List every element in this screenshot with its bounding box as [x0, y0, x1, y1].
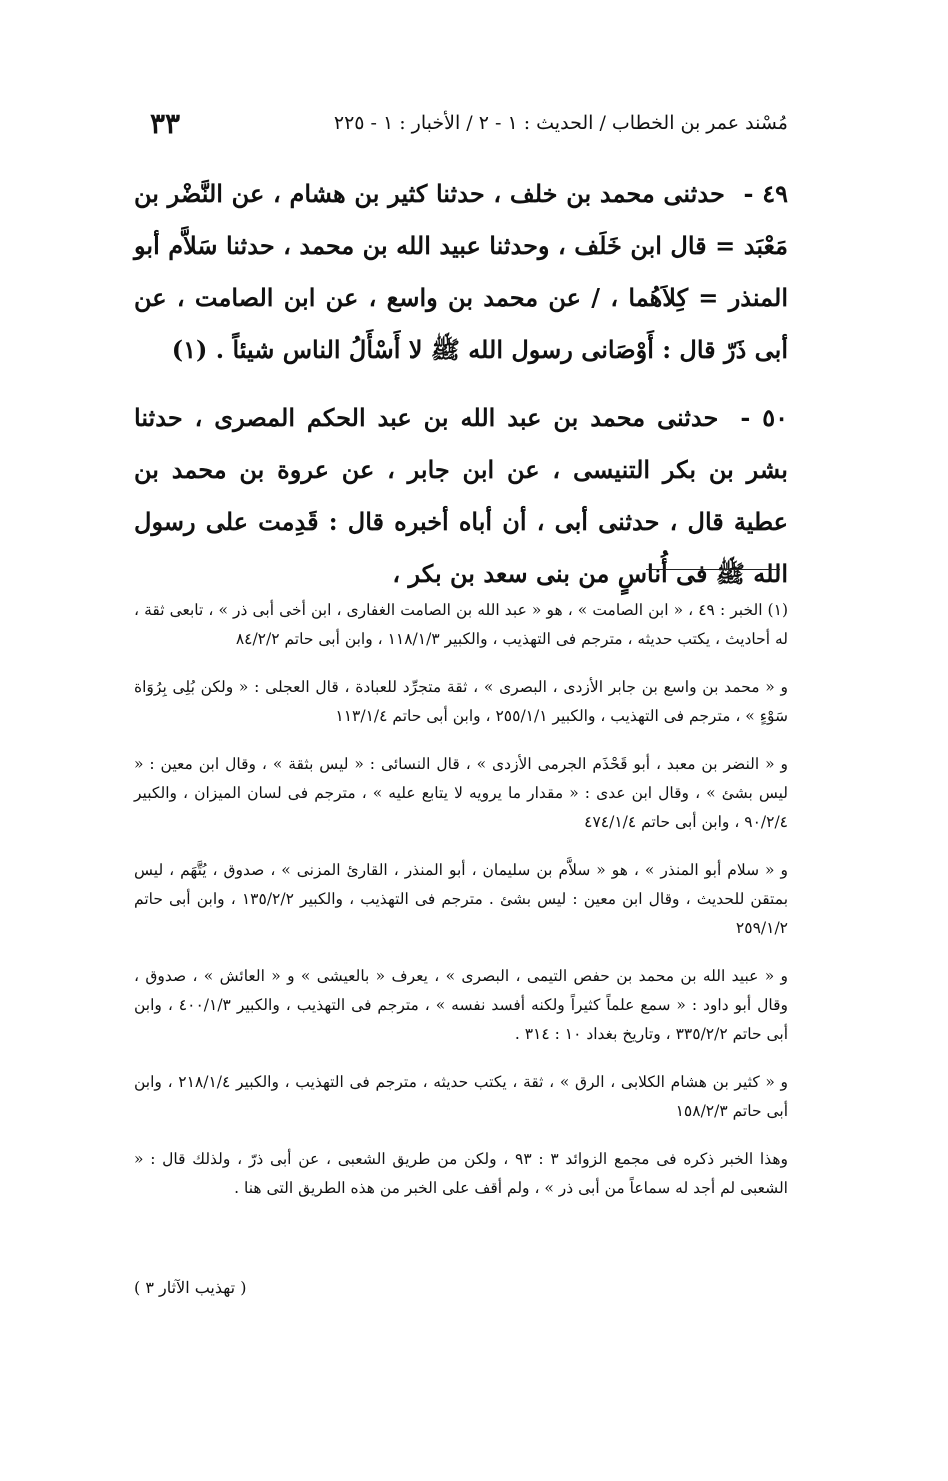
volume-marker: ( تهذيب الآثار ٣ )	[134, 1278, 247, 1297]
footnote: (١) الخبر : ٤٩ ، « ابن الصامت » ، هو « عبد الله بن الصامت الغفارى ، ابن أخى أبى ذر » ، تابعى ثقة ، له أحاديث ، يكتب حديثه ، مترجم فى التهذيب ، والكبير ١١٨/١/٣ ، وابن أبى حاتم ٨٤/٢/٢	[134, 601, 788, 648]
hadith-text: حدثنى محمد بن خلف ، حدثنا كثير بن هشام ، عن النَّضْر بن مَعْبَد = قال ابن خَلَف ، وحدثنا عبيد الله بن محمد ، حدثنا سَلاَّم أبو المنذر = كِلاَهُما ، / عن محمد بن واسع ، عن ابن الصامت ، عن أبى ذَرّ قال : أَوْصَانى رسول الله ﷺ لا أَسْأَلُ الناس شيئاً . (١)	[134, 179, 788, 364]
footnote: و « كثير بن هشام الكلابى ، الرق » ، ثقة ، يكتب حديثه ، مترجم فى التهذيب ، والكبير ٢١٨/١/٤ ، وابن أبى حاتم ١٥٨/٢/٣	[134, 1073, 789, 1120]
footnote: و « عبيد الله بن محمد بن حفص التيمى ، البصرى » ، يعرف « بالعيشى » و « العائش » ، صدوق ، وقال أبو داود : « سمع علماً كثيراً ولكنه أفسد نفسه » ، مترجم فى التهذيب ، والكبير ٤٠٠/١/٣ ، وابن أبى حاتم ٣٣٥/٢/٢ ، وتاريخ بغداد ١٠ : ٣١٤ .	[134, 967, 788, 1043]
page-header	[150, 106, 788, 140]
footnote-separator	[646, 569, 780, 570]
footnote: وهذا الخبر ذكره فى مجمع الزوائد ٣ : ٩٣ ، ولكن من طريق الشعبى ، عن أبى ذرّ ، ولذلك قال : « الشعبى لم أجد له سماعاً من أبى ذر » ، ولم أقف على الخبر من هذه الطريق التى هنا .	[134, 1150, 788, 1197]
main-text	[134, 168, 788, 616]
footnote: و « النضر بن معبد ، أبو قَحْذَم الجرمى الأزدى » ، قال النسائى : « ليس بثقة » ، وقال ابن معين : « ليس بشئ » ، وقال ابن عدى : « مقدار ما يرويه لا يتابع عليه » ، مترجم فى لسان الميزان ، والكبير ٩٠/٢/٤ ، وابن أبى حاتم ٤٧٤/١/٤	[134, 755, 788, 831]
page-number: ٣٣	[150, 106, 181, 140]
running-title: مُسْند عمر بن الخطاب / الحديث : ١ - ٢ / الأخبار : ١ - ٢٢٥	[333, 112, 788, 134]
hadith-49	[134, 168, 788, 376]
footnote: و « محمد بن واسع بن جابر الأزدى ، البصرى » ، ثقة متجرِّد للعبادة ، قال العجلى : « ولكن بُلِى بِرُوَاة سَوْءٍ » ، مترجم فى التهذيب ، والكبير ٢٥٥/١/١ ، وابن أبى حاتم ١١٣/١/٤	[134, 678, 788, 725]
hadith-text: حدثنى محمد بن عبد الله بن عبد الحكم المصرى ، حدثنا بشر بن بكر التنيسى ، عن ابن جابر ، عن عروة بن محمد بن عطية قال ، حدثنى أبى ، أن أباه أخبره قال : قَدِمت على رسول الله ﷺ فى أُناسٍ من بنى سعد بن بكر ،	[134, 403, 788, 588]
footnotes	[134, 596, 788, 1222]
hadith-number: ٤٩ -	[743, 179, 788, 208]
hadith-number: ٥٠ -	[740, 403, 788, 432]
footnote: و « سلام أبو المنذر » ، هو « سلاَّم بن سليمان ، أبو المنذر ، القارئ المزنى » ، صدوق ، يُتَّهَم ، ليس بمتقن للحديث ، وقال ابن معين : ليس بشئ . مترجم فى التهذيب ، والكبير ١٣٥/٢/٢ ، وابن أبى حاتم ٢٥٩/١/٢	[134, 861, 789, 937]
